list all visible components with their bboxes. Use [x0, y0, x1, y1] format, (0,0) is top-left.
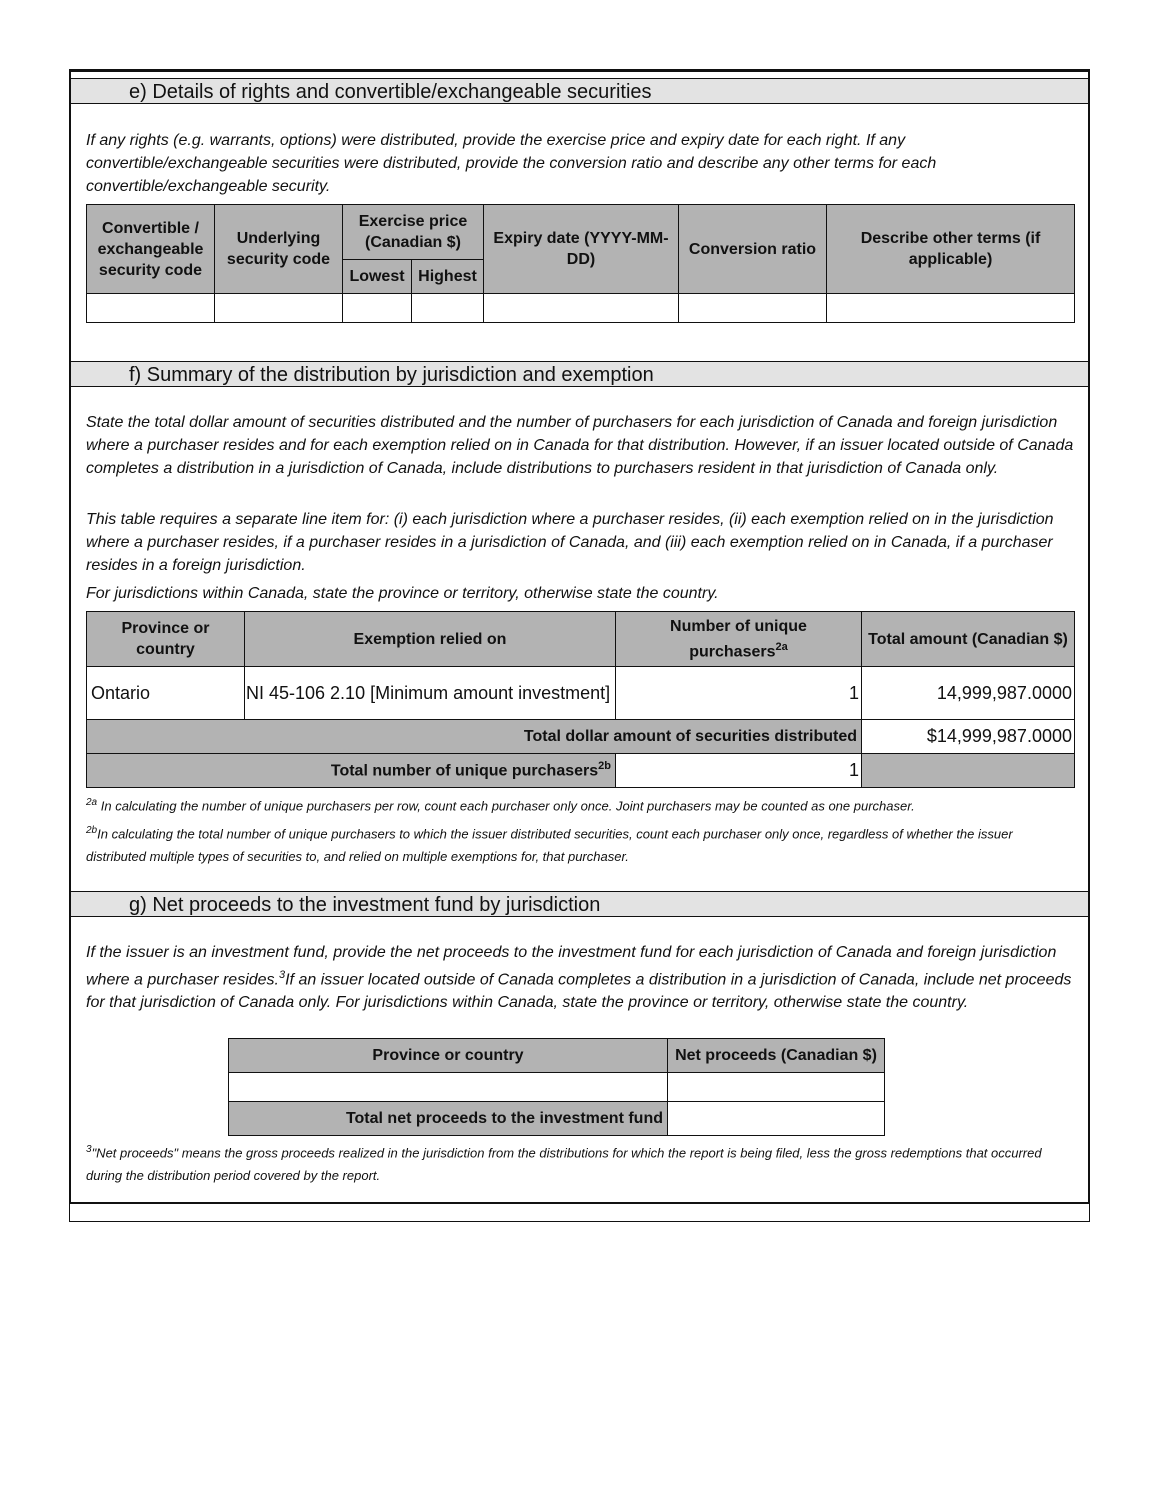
- cell-other-terms[interactable]: [827, 294, 1075, 323]
- cell-purchasers[interactable]: 1: [616, 667, 862, 720]
- total-purchasers-label: Total number of unique purchasers$^{2b}$: [87, 754, 616, 788]
- col-conversion-ratio: Conversion ratio: [679, 205, 827, 294]
- distribution-table: [86, 611, 1075, 788]
- total-dollar-value[interactable]: $14,999,987.0000: [862, 720, 1075, 754]
- cell-security-code[interactable]: [87, 294, 215, 323]
- section-g-instructions: If the issuer is an investment fund, provide the net proceeds to the investment fund for each jurisdiction of Canada and foreign jurisdiction where a purchaser resides.$^3$If an issuer located outside of Canada completes a distribution in a jurisdiction of Canada, include net proceeds for that jurisdiction of Canada only. For jurisdictions within Canada, state the province or territory, otherwise state the country.: [86, 944, 1072, 1012]
- col-expiry-date: Expiry date (YYYY-MM-DD): [484, 205, 679, 294]
- col-highest: Highest: [412, 260, 484, 294]
- table-row: [229, 1073, 885, 1102]
- cell-province[interactable]: [229, 1073, 668, 1102]
- col-province: Province or country: [229, 1039, 668, 1073]
- cell-underlying-code[interactable]: [215, 294, 343, 323]
- col-lowest: Lowest: [343, 260, 412, 294]
- net-proceeds-table: [228, 1038, 885, 1136]
- col-total-amount: Total amount (Canadian $): [862, 612, 1075, 667]
- form-frame: [69, 69, 1090, 1204]
- col-exemption: Exemption relied on: [245, 612, 616, 667]
- footnote-2a: $^{2a}$ In calculating the number of unique purchasers per row, count each purchaser only once. Joint purchasers may be counted as one purchaser.: [86, 797, 915, 814]
- section-f-para-1: State the total dollar amount of securities distributed and the number of purchasers for each jurisdiction of Canada and foreign jurisdiction where a purchaser resides and for each exemption relied on in Canada for that distribution. However, if an issuer located outside of Canada completes a distribution in a jurisdiction of Canada, include distributions to purchasers resident in that jurisdiction of Canada only.: [86, 414, 1074, 477]
- col-security-code: Convertible / exchangeable security code: [87, 205, 215, 294]
- section-f-para-2: This table requires a separate line item for: (i) each jurisdiction where a purchaser resides, (ii) each exemption relied on in the jurisdiction where a purchaser resides, if a purchaser resides in a jurisdiction of Canada, and (iii) each exemption relied on in Canada, if a purchaser resides in a foreign jurisdiction.: [86, 511, 1054, 574]
- total-net-proceeds-label: Total net proceeds to the investment fund: [229, 1102, 668, 1136]
- col-underlying-code: Underlying security code: [215, 205, 343, 294]
- cell-expiry-date[interactable]: [484, 294, 679, 323]
- total-purchasers-value[interactable]: 1: [616, 754, 862, 788]
- col-other-terms: Describe other terms (if applicable): [827, 205, 1075, 294]
- footnote-2b: $^{2b}$In calculating the total number of unique purchasers to which the issuer distributed securities, count each purchaser only once, regardless of whether the issuer distributed multiple types of securities to, and relied on multiple exemptions for, that purchaser.: [86, 825, 1013, 865]
- cell-exemption[interactable]: NI 45-106 2.10 [Minimum amount investment]: [245, 667, 616, 720]
- cell-province[interactable]: Ontario: [87, 667, 245, 720]
- section-f-para-3: For jurisdictions within Canada, state the province or territory, otherwise state the country.: [86, 585, 719, 602]
- table-row: [87, 667, 1075, 720]
- section-f-header: f) Summary of the distribution by jurisdiction and exemption: [71, 361, 1088, 387]
- section-g-header: g) Net proceeds to the investment fund by jurisdiction: [71, 891, 1088, 917]
- col-province: Province or country: [87, 612, 245, 667]
- col-exercise-price: Exercise price (Canadian $): [343, 205, 484, 260]
- total-dollar-label: Total dollar amount of securities distributed: [87, 720, 862, 754]
- col-unique-purchasers: Number of unique purchasers$^{2a}$: [616, 612, 862, 667]
- section-e-header: e) Details of rights and convertible/exchangeable securities: [71, 78, 1088, 104]
- cell-net-proceeds[interactable]: [668, 1073, 885, 1102]
- cell-highest[interactable]: [412, 294, 484, 323]
- col-net-proceeds: Net proceeds (Canadian $): [668, 1039, 885, 1073]
- rights-table: [86, 204, 1075, 323]
- table-row: [87, 294, 1075, 323]
- section-e-instructions: If any rights (e.g. warrants, options) were distributed, provide the exercise price and expiry date for each right. If any convertible/exchangeable securities were distributed, provide the conversion ratio and describe any other terms for each convertible/exchangeable security.: [86, 132, 937, 195]
- cell-conversion-ratio[interactable]: [679, 294, 827, 323]
- form-frame-footer: [69, 1199, 1090, 1222]
- cell-lowest[interactable]: [343, 294, 412, 323]
- cell-amount[interactable]: 14,999,987.0000: [862, 667, 1075, 720]
- total-purchasers-blank: [862, 754, 1075, 788]
- footnote-3: $^3$"Net proceeds" means the gross proceeds realized in the jurisdiction from the distributions for which the report is being filed, less the gross redemptions that occurred during the distribution period covered by the report.: [86, 1144, 1042, 1184]
- total-net-proceeds-value[interactable]: [668, 1102, 885, 1136]
